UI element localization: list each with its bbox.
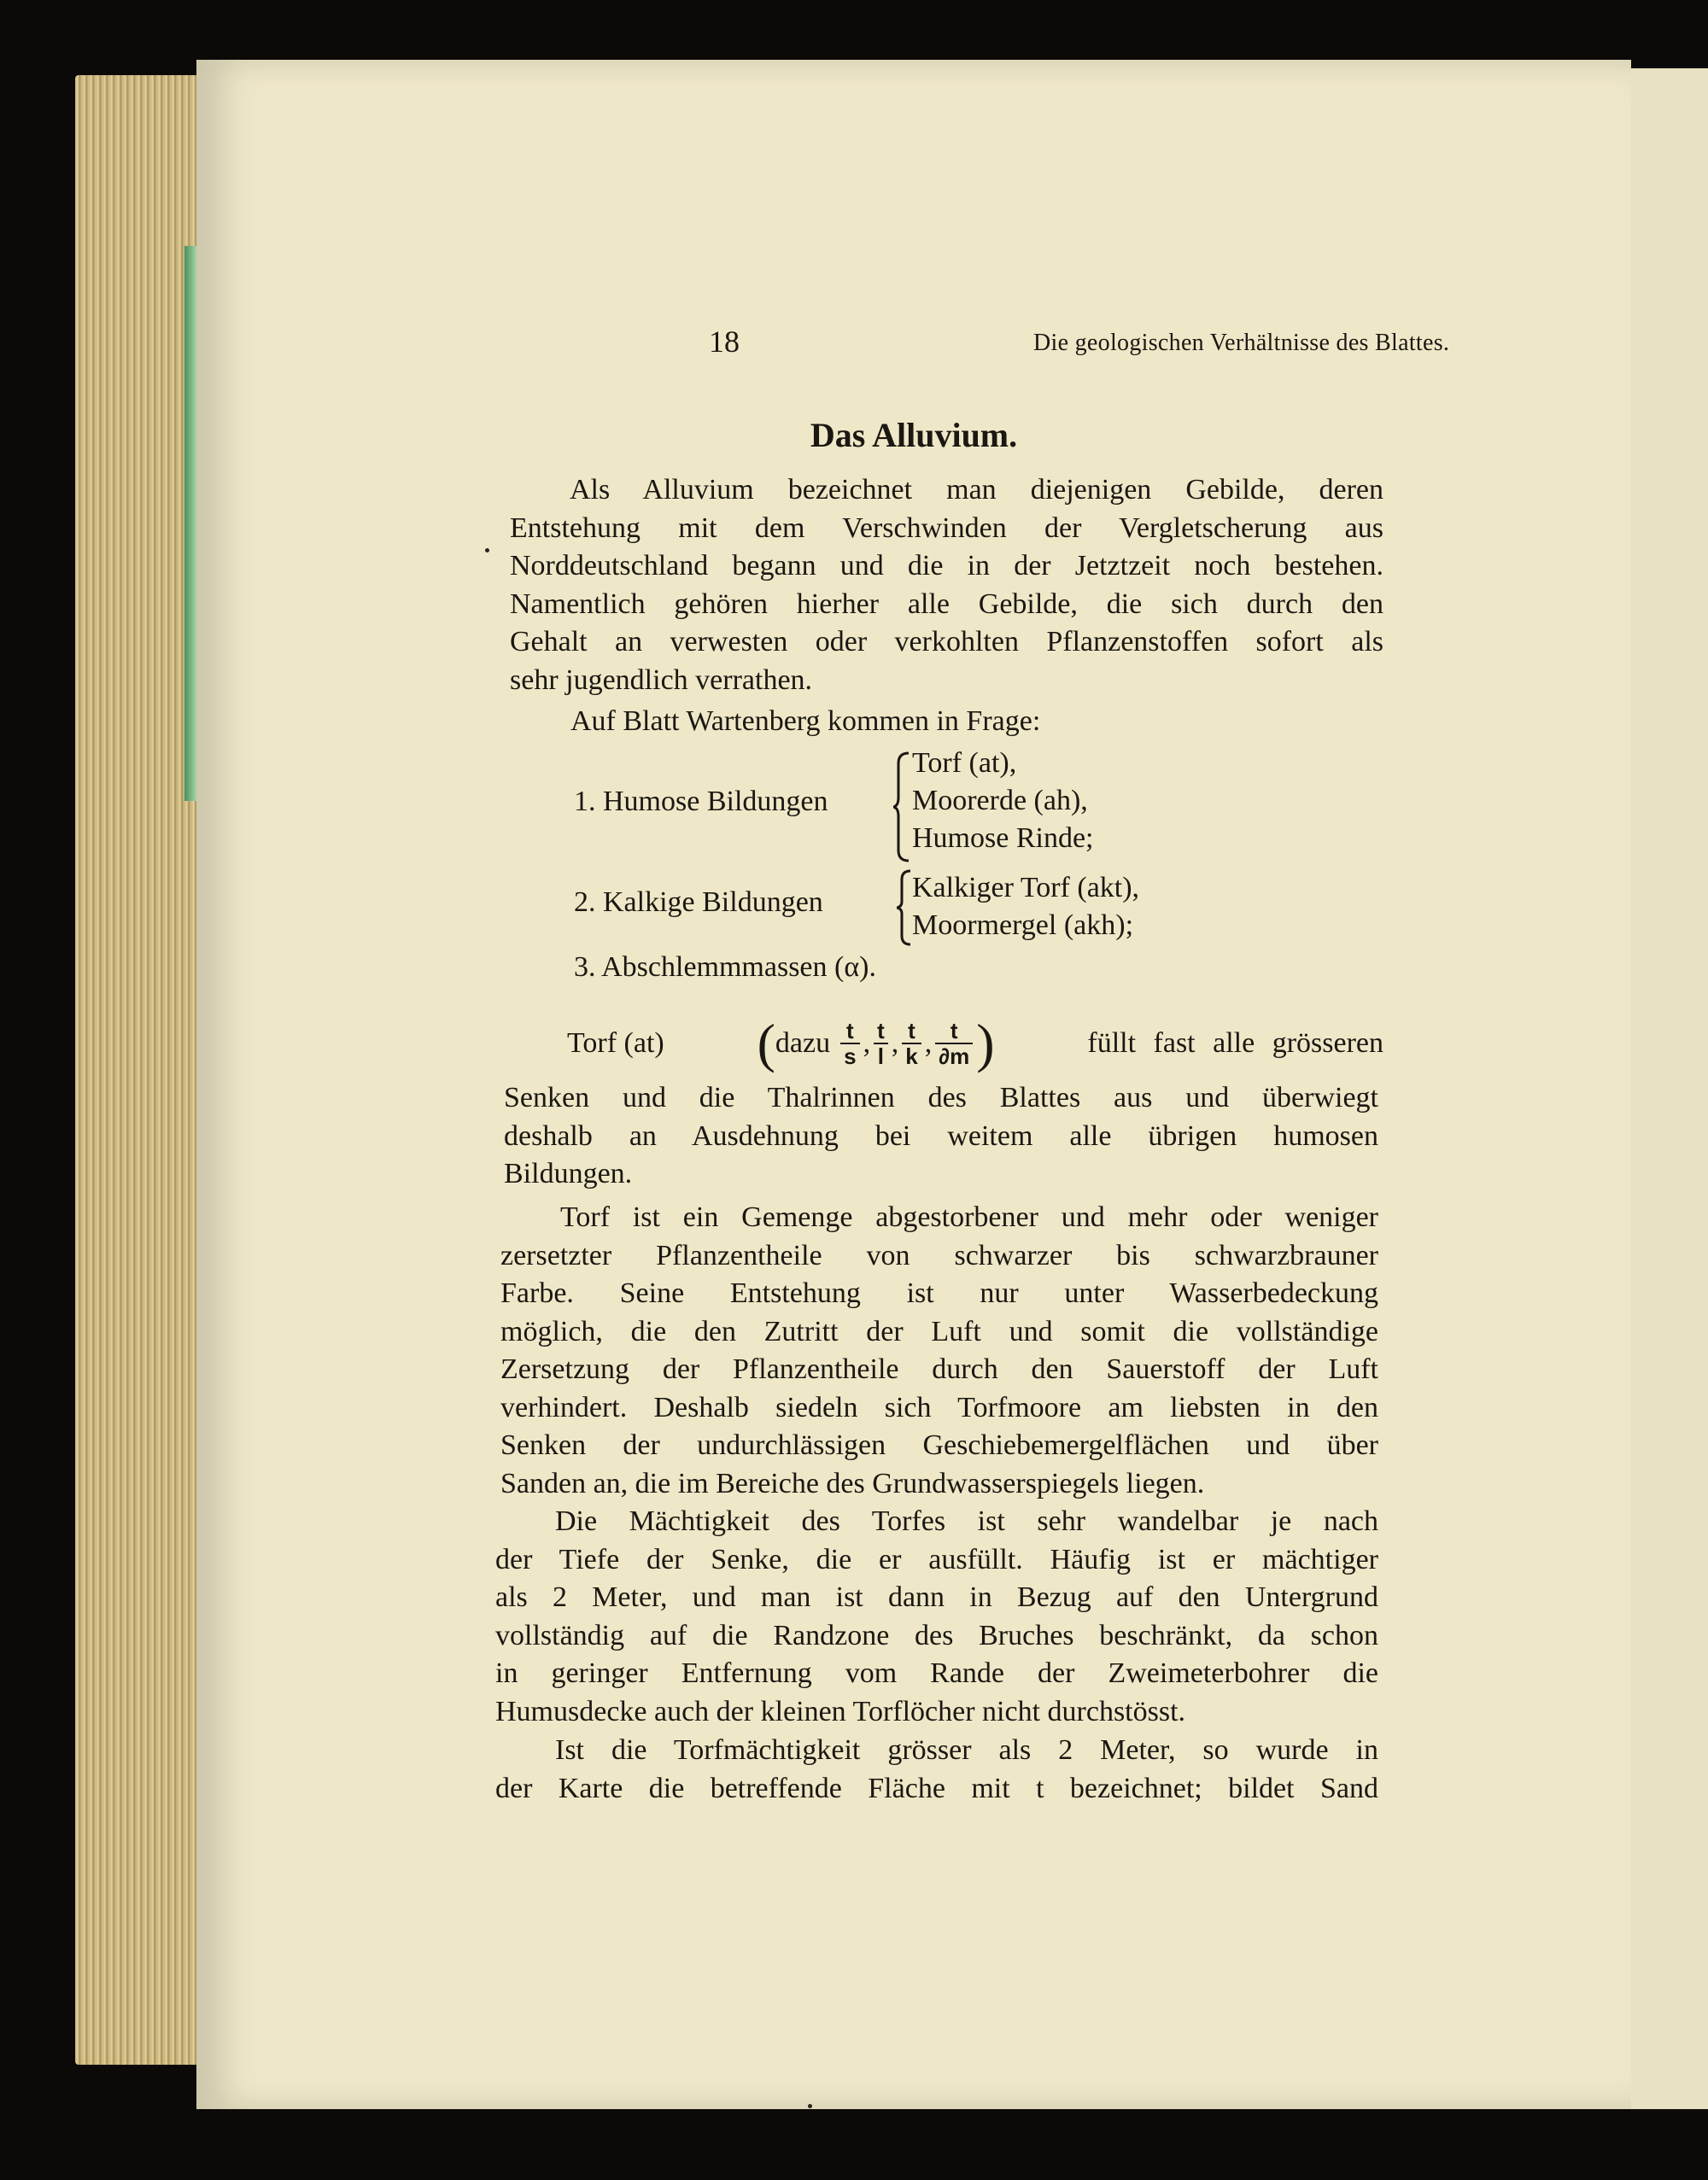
list-item-2-subitems <box>912 869 1139 944</box>
section-title: Das Alluvium. <box>810 416 1018 454</box>
book-page-stack <box>75 75 203 2065</box>
facing-page-edge <box>1627 68 1708 2109</box>
subitem-kalkiger-torf: Kalkiger Torf (akt), <box>912 872 1140 903</box>
text-line: Als Alluvium bezeichnet man diejenigen Gebilde, deren <box>570 474 1383 506</box>
fraction-group: ( dazu $\frac{t}{s}$ , $\frac{t}{l}$ , $\frac{t}{k}$ , $\frac{t}{\partial m}$ ) <box>757 1013 995 1073</box>
text-line: Bildungen. <box>504 1158 633 1189</box>
text-line: Sanden an, die im Bereiche des Grundwasserspiegels liegen. <box>500 1467 1205 1499</box>
subitem-torf: Torf (at), <box>912 747 1017 779</box>
torf-formula-line <box>567 1008 1383 1079</box>
text-line: möglich, die den Zutritt der Luft und somit die vollständige <box>500 1315 1378 1347</box>
text-line: Senken und die Thalrinnen des Blattes aus und überwiegt <box>504 1082 1378 1113</box>
running-head <box>504 323 1580 364</box>
text-line: in geringer Entfernung vom Rande der Zweimeterbohrer die <box>495 1657 1378 1689</box>
open-paren: ( <box>757 1013 775 1073</box>
running-head-title: Die geologischen Verhältnisse des Blattes. <box>1033 330 1450 356</box>
text-line: der Tiefe der Senke, die er ausfüllt. Häufig ist er mächtiger <box>495 1543 1378 1575</box>
list-item-1-subitems <box>912 745 1093 857</box>
text-line: Die Mächtigkeit des Torfes ist sehr wandelbar je nach <box>555 1505 1378 1537</box>
close-paren: ) <box>976 1013 995 1073</box>
subitem-moorerde: Moorerde (ah), <box>912 785 1088 816</box>
text-line: vollständig auf die Randzone des Bruches beschränkt, da schon <box>495 1619 1378 1651</box>
dazu-word: dazu <box>775 1027 831 1059</box>
text-line: Farbe. Seine Entstehung ist nur unter Wasserbedeckung <box>500 1277 1378 1309</box>
intro-paragraph <box>510 471 1383 699</box>
fraction: $\frac{t}{l}$ <box>874 1019 888 1068</box>
text-line: Gehalt an verwesten oder verkohlten Pflanzenstoffen sofort als <box>510 626 1383 658</box>
text-line: Senken der undurchlässigen Geschiebemergelflächen und über <box>500 1429 1378 1461</box>
text-line: deshalb an Ausdehnung bei weitem alle übrigen humosen <box>504 1119 1378 1152</box>
list-item-1-label: 1. Humose Bildungen <box>574 786 828 817</box>
text-line: als 2 Meter, und man ist dann in Bezug auf den Untergrund <box>495 1581 1378 1613</box>
torf-prefix: Torf (at) <box>567 1027 664 1059</box>
page-number: 18 <box>709 324 740 359</box>
torf-composition-paragraph <box>500 1199 1378 1503</box>
subitem-humose-rinde: Humose Rinde; <box>912 822 1094 854</box>
text-line: Namentlich gehören hierher alle Gebilde, die sich durch den <box>510 587 1383 620</box>
paper-speck <box>808 2104 812 2108</box>
fraction: $\frac{t}{s}$ <box>840 1019 859 1068</box>
torf-paragraph <box>504 1079 1378 1194</box>
text-line: Entstehung mit dem Verschwinden der Vergletscherung aus <box>510 511 1383 544</box>
text-line: Zersetzung der Pflanzentheile durch den Sauerstoff der Luft <box>500 1353 1378 1385</box>
text-line: Humusdecke auch der kleinen Torflöcher nicht durchstösst. <box>495 1695 1186 1727</box>
text-line: zersetzter Pflanzentheile von schwarzer bis schwarzbrauner <box>500 1239 1378 1271</box>
paper-speck <box>485 548 489 552</box>
list-item-2-label: 2. Kalkige Bildungen <box>574 886 823 918</box>
text-line: Ist die Torfmächtigkeit grösser als 2 Meter, so wurde in <box>555 1734 1378 1766</box>
fraction: $\frac{t}{\partial m}$ <box>935 1019 973 1068</box>
subitem-moormergel: Moormergel (akh); <box>912 909 1134 941</box>
torf-map-paragraph <box>495 1732 1378 1808</box>
brace-1 <box>893 751 914 862</box>
torf-thickness-paragraph <box>495 1503 1378 1731</box>
text-line: verhindert. Deshalb siedeln sich Torfmoore am liebsten in den <box>500 1391 1378 1423</box>
list-item-3-label: 3. Abschlemmmassen (α). <box>574 951 876 983</box>
list-intro: Auf Blatt Wartenberg kommen in Frage: <box>570 705 1041 737</box>
text-line: Torf ist ein Gemenge abgestorbener und mehr oder weniger <box>560 1201 1378 1233</box>
text-line: Norddeutschland begann und die in der Jetztzeit noch bestehen. <box>510 550 1383 582</box>
torf-suffix: füllt fast alle grösseren <box>1087 1027 1383 1059</box>
fraction: $\frac{t}{k}$ <box>902 1019 921 1068</box>
text-line: sehr jugendlich verrathen. <box>510 663 813 696</box>
text-line: der Karte die betreffende Fläche mit t bezeichnet; bildet Sand <box>495 1772 1378 1804</box>
